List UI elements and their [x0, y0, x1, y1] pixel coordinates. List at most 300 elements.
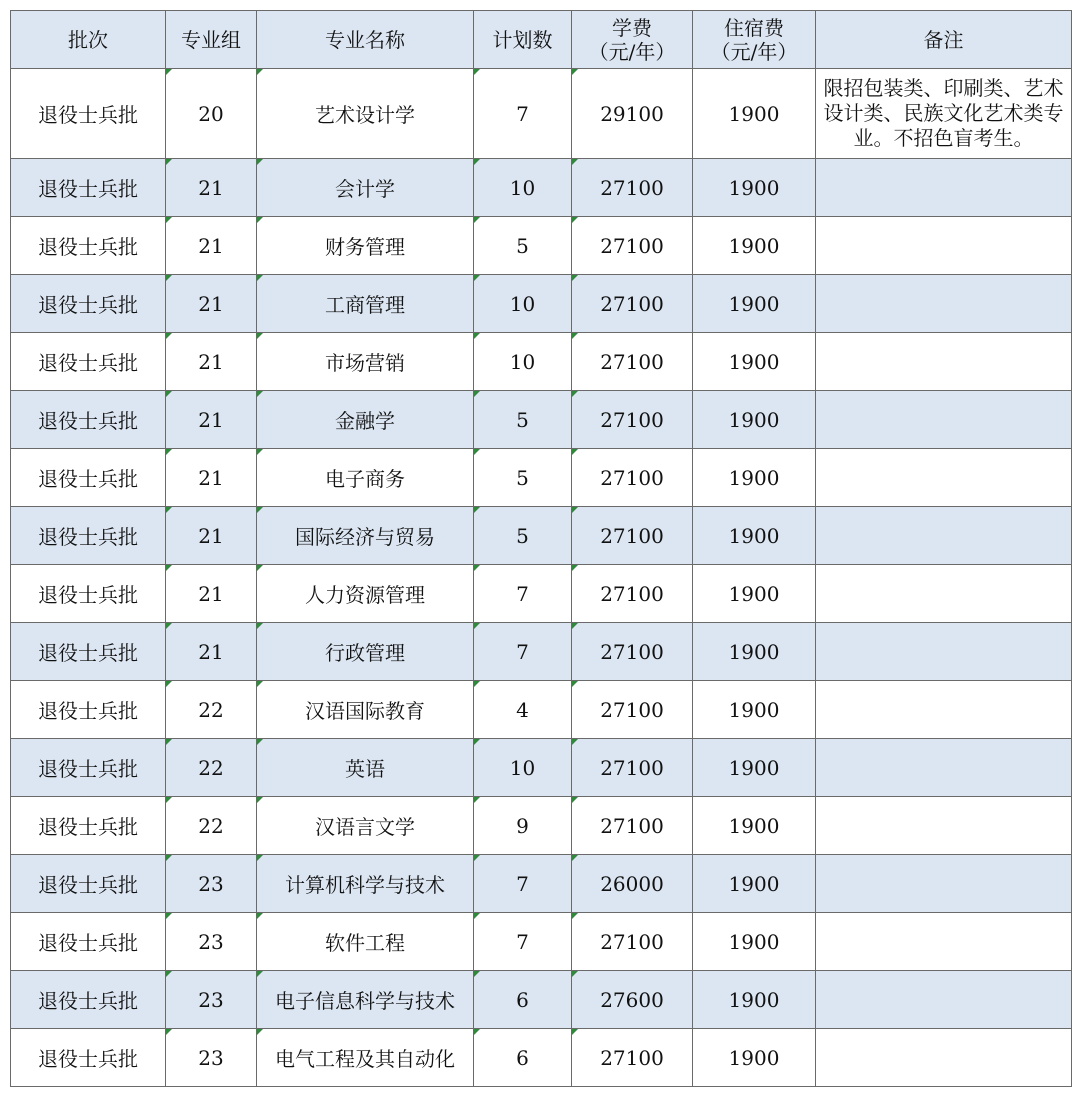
cell-major-text: 会计学 — [335, 177, 395, 201]
cell-group-text: 21 — [198, 175, 224, 200]
cell-marker-icon — [166, 333, 172, 339]
cell-batch — [11, 69, 166, 159]
cell-marker-icon — [572, 855, 578, 861]
cell-tuition — [572, 681, 693, 739]
cell-marker-icon — [257, 971, 263, 977]
cell-group-text: 22 — [198, 697, 224, 722]
cell-group-text: 21 — [198, 233, 224, 258]
cell-marker-icon — [166, 449, 172, 455]
cell-tuition — [572, 913, 693, 971]
cell-marker-icon — [474, 797, 480, 803]
cell-tuition — [572, 623, 693, 681]
cell-batch — [11, 681, 166, 739]
cell-dorm-text: 1900 — [728, 581, 780, 606]
cell-group — [166, 913, 257, 971]
cell-marker-icon — [572, 681, 578, 687]
cell-plan — [474, 159, 572, 217]
cell-batch-text: 退役士兵批 — [38, 583, 138, 607]
cell-major-text: 软件工程 — [325, 931, 405, 955]
cell-plan — [474, 69, 572, 159]
header-row — [11, 11, 1072, 69]
cell-tuition — [572, 971, 693, 1029]
cell-marker-icon — [572, 507, 578, 513]
cell-dorm — [693, 855, 816, 913]
cell-group-text: 21 — [198, 349, 224, 374]
cell-tuition — [572, 739, 693, 797]
header-note: 备注 — [816, 11, 1072, 69]
table-row — [11, 217, 1072, 275]
cell-plan — [474, 971, 572, 1029]
cell-tuition — [572, 391, 693, 449]
cell-plan — [474, 623, 572, 681]
cell-marker-icon — [572, 449, 578, 455]
cell-major — [257, 507, 474, 565]
cell-dorm — [693, 565, 816, 623]
header-group: 专业组 — [166, 11, 257, 69]
cell-marker-icon — [474, 971, 480, 977]
cell-batch — [11, 971, 166, 1029]
cell-note — [816, 855, 1072, 913]
cell-plan — [474, 449, 572, 507]
cell-group — [166, 69, 257, 159]
cell-batch — [11, 333, 166, 391]
cell-note — [816, 1029, 1072, 1087]
cell-plan — [474, 681, 572, 739]
cell-plan-text: 10 — [509, 291, 536, 316]
cell-plan — [474, 913, 572, 971]
cell-group-text: 23 — [198, 987, 224, 1012]
cell-marker-icon — [474, 69, 480, 75]
cell-tuition — [572, 159, 693, 217]
cell-marker-icon — [474, 565, 480, 571]
cell-tuition-text: 27100 — [600, 175, 664, 200]
cell-dorm — [693, 971, 816, 1029]
cell-batch-text: 退役士兵批 — [38, 815, 138, 839]
cell-plan-text: 10 — [509, 349, 536, 374]
cell-group — [166, 681, 257, 739]
cell-plan — [474, 739, 572, 797]
table-row — [11, 159, 1072, 217]
header-major: 专业名称 — [257, 11, 474, 69]
table-row — [11, 391, 1072, 449]
cell-dorm-text: 1900 — [728, 639, 780, 664]
cell-group-text: 22 — [198, 813, 224, 838]
cell-note — [816, 275, 1072, 333]
cell-batch-text: 退役士兵批 — [38, 757, 138, 781]
cell-batch — [11, 797, 166, 855]
table-row — [11, 797, 1072, 855]
cell-dorm — [693, 159, 816, 217]
cell-marker-icon — [474, 159, 480, 165]
cell-marker-icon — [572, 971, 578, 977]
cell-marker-icon — [474, 855, 480, 861]
cell-dorm — [693, 333, 816, 391]
header-batch: 批次 — [11, 11, 166, 69]
cell-marker-icon — [166, 275, 172, 281]
cell-note — [816, 681, 1072, 739]
cell-plan — [474, 797, 572, 855]
cell-group-text: 23 — [198, 871, 224, 896]
table-row — [11, 855, 1072, 913]
cell-marker-icon — [474, 391, 480, 397]
cell-dorm — [693, 681, 816, 739]
cell-marker-icon — [474, 217, 480, 223]
cell-marker-icon — [572, 797, 578, 803]
cell-major-text: 财务管理 — [325, 235, 405, 259]
cell-marker-icon — [257, 333, 263, 339]
cell-plan-text: 5 — [516, 465, 529, 490]
cell-marker-icon — [166, 797, 172, 803]
table-row — [11, 449, 1072, 507]
cell-batch — [11, 275, 166, 333]
cell-tuition-text: 27100 — [600, 581, 664, 606]
cell-plan-text: 6 — [516, 1045, 529, 1070]
cell-marker-icon — [572, 275, 578, 281]
header-dorm-label: 住宿费 — [724, 15, 784, 40]
cell-group — [166, 971, 257, 1029]
cell-tuition-text: 27100 — [600, 349, 664, 374]
cell-plan-text: 9 — [516, 813, 529, 838]
cell-batch-text: 退役士兵批 — [38, 641, 138, 665]
cell-batch-text: 退役士兵批 — [38, 699, 138, 723]
header-tuition-unit: （元/年） — [588, 39, 676, 64]
cell-tuition-text: 27100 — [600, 407, 664, 432]
cell-dorm — [693, 797, 816, 855]
cell-tuition-text: 27600 — [600, 987, 664, 1012]
cell-batch — [11, 507, 166, 565]
cell-marker-icon — [166, 159, 172, 165]
cell-note — [816, 623, 1072, 681]
cell-batch-text: 退役士兵批 — [38, 235, 138, 259]
cell-tuition — [572, 333, 693, 391]
header-dorm-unit: （元/年） — [710, 39, 798, 64]
cell-marker-icon — [572, 391, 578, 397]
cell-group-text: 21 — [198, 639, 224, 664]
cell-marker-icon — [166, 971, 172, 977]
cell-marker-icon — [166, 681, 172, 687]
cell-batch-text: 退役士兵批 — [38, 351, 138, 375]
cell-marker-icon — [257, 913, 263, 919]
cell-plan-text: 7 — [516, 929, 529, 954]
cell-tuition-text: 27100 — [600, 697, 664, 722]
table-row — [11, 913, 1072, 971]
cell-group — [166, 391, 257, 449]
cell-marker-icon — [257, 565, 263, 571]
cell-dorm-text: 1900 — [728, 987, 780, 1012]
cell-group — [166, 739, 257, 797]
cell-batch-text: 退役士兵批 — [38, 525, 138, 549]
cell-group — [166, 797, 257, 855]
cell-batch — [11, 449, 166, 507]
cell-tuition — [572, 1029, 693, 1087]
cell-dorm-text: 1900 — [728, 929, 780, 954]
cell-marker-icon — [166, 913, 172, 919]
cell-tuition-text: 27100 — [600, 929, 664, 954]
cell-plan-text: 7 — [516, 581, 529, 606]
cell-group-text: 20 — [198, 101, 224, 126]
cell-major — [257, 797, 474, 855]
cell-group-text: 21 — [198, 291, 224, 316]
cell-group — [166, 507, 257, 565]
cell-tuition-text: 27100 — [600, 465, 664, 490]
cell-marker-icon — [166, 565, 172, 571]
cell-marker-icon — [474, 449, 480, 455]
cell-marker-icon — [572, 217, 578, 223]
cell-dorm-text: 1900 — [728, 175, 780, 200]
cell-marker-icon — [572, 1029, 578, 1035]
cell-batch-text: 退役士兵批 — [38, 293, 138, 317]
cell-plan — [474, 217, 572, 275]
cell-major — [257, 623, 474, 681]
cell-major — [257, 971, 474, 1029]
cell-batch — [11, 1029, 166, 1087]
cell-batch-text: 退役士兵批 — [38, 989, 138, 1013]
cell-note — [816, 739, 1072, 797]
cell-tuition-text: 27100 — [600, 233, 664, 258]
cell-tuition-text: 27100 — [600, 755, 664, 780]
cell-dorm — [693, 623, 816, 681]
cell-marker-icon — [257, 797, 263, 803]
cell-group-text: 23 — [198, 929, 224, 954]
table-row — [11, 275, 1072, 333]
cell-group-text: 21 — [198, 465, 224, 490]
cell-tuition — [572, 275, 693, 333]
cell-plan-text: 5 — [516, 523, 529, 548]
cell-plan — [474, 507, 572, 565]
cell-marker-icon — [166, 69, 172, 75]
cell-tuition-text: 27100 — [600, 1045, 664, 1070]
cell-dorm — [693, 1029, 816, 1087]
cell-marker-icon — [474, 333, 480, 339]
header-tuition-label: 学费 — [612, 15, 652, 40]
cell-plan — [474, 565, 572, 623]
cell-tuition — [572, 565, 693, 623]
cell-marker-icon — [257, 681, 263, 687]
cell-marker-icon — [257, 69, 263, 75]
cell-batch — [11, 217, 166, 275]
cell-dorm-text: 1900 — [728, 101, 780, 126]
cell-group — [166, 333, 257, 391]
cell-plan — [474, 333, 572, 391]
cell-note — [816, 797, 1072, 855]
cell-batch — [11, 739, 166, 797]
cell-marker-icon — [257, 159, 263, 165]
cell-major-text: 电气工程及其自动化 — [275, 1047, 455, 1071]
cell-group — [166, 275, 257, 333]
cell-batch — [11, 565, 166, 623]
cell-major — [257, 333, 474, 391]
table-row — [11, 1029, 1072, 1087]
cell-dorm — [693, 275, 816, 333]
cell-note — [816, 565, 1072, 623]
cell-major-text: 电子商务 — [325, 467, 405, 491]
table-body — [11, 69, 1072, 1087]
cell-major-text: 英语 — [345, 757, 385, 781]
cell-marker-icon — [257, 217, 263, 223]
cell-major — [257, 159, 474, 217]
cell-dorm-text: 1900 — [728, 755, 780, 780]
cell-group-text: 21 — [198, 523, 224, 548]
cell-plan-text: 7 — [516, 101, 529, 126]
table-header — [11, 11, 1072, 69]
cell-tuition-text: 27100 — [600, 291, 664, 316]
cell-dorm-text: 1900 — [728, 233, 780, 258]
cell-major-text: 市场营销 — [325, 351, 405, 375]
cell-note-text: 限招包装类、印刷类、艺术设计类、民族文化艺术类专业。不招色盲考生。 — [823, 76, 1064, 150]
cell-note — [816, 69, 1072, 159]
cell-batch — [11, 623, 166, 681]
cell-tuition-text: 27100 — [600, 639, 664, 664]
cell-dorm-text: 1900 — [728, 1045, 780, 1070]
cell-major — [257, 449, 474, 507]
cell-marker-icon — [257, 507, 263, 513]
cell-plan-text: 5 — [516, 233, 529, 258]
cell-dorm — [693, 449, 816, 507]
cell-dorm — [693, 913, 816, 971]
cell-dorm-text: 1900 — [728, 291, 780, 316]
cell-note — [816, 217, 1072, 275]
cell-plan — [474, 275, 572, 333]
cell-marker-icon — [474, 681, 480, 687]
cell-marker-icon — [257, 391, 263, 397]
cell-plan-text: 7 — [516, 639, 529, 664]
cell-dorm-text: 1900 — [728, 465, 780, 490]
cell-major-text: 电子信息科学与技术 — [275, 989, 455, 1013]
cell-plan-text: 6 — [516, 987, 529, 1012]
cell-major-text: 汉语言文学 — [315, 815, 415, 839]
cell-note — [816, 913, 1072, 971]
cell-marker-icon — [572, 739, 578, 745]
cell-major-text: 国际经济与贸易 — [295, 525, 435, 549]
cell-plan-text: 5 — [516, 407, 529, 432]
cell-tuition — [572, 855, 693, 913]
cell-dorm — [693, 217, 816, 275]
cell-batch-text: 退役士兵批 — [38, 409, 138, 433]
cell-marker-icon — [474, 1029, 480, 1035]
table-row — [11, 739, 1072, 797]
header-plan: 计划数 — [474, 11, 572, 69]
cell-batch-text: 退役士兵批 — [38, 177, 138, 201]
cell-group — [166, 159, 257, 217]
cell-marker-icon — [257, 623, 263, 629]
admission-plan-table — [10, 10, 1072, 1087]
cell-major — [257, 681, 474, 739]
cell-plan — [474, 1029, 572, 1087]
cell-marker-icon — [572, 69, 578, 75]
cell-tuition — [572, 449, 693, 507]
table-row — [11, 623, 1072, 681]
table-row — [11, 507, 1072, 565]
cell-tuition-text: 29100 — [600, 101, 664, 126]
table-row — [11, 971, 1072, 1029]
cell-group-text: 23 — [198, 1045, 224, 1070]
cell-marker-icon — [572, 333, 578, 339]
cell-major-text: 人力资源管理 — [305, 583, 425, 607]
cell-batch — [11, 391, 166, 449]
cell-major-text: 工商管理 — [325, 293, 405, 317]
cell-major — [257, 855, 474, 913]
cell-major — [257, 739, 474, 797]
cell-dorm-text: 1900 — [728, 871, 780, 896]
cell-major — [257, 217, 474, 275]
cell-marker-icon — [474, 275, 480, 281]
header-dorm — [693, 11, 816, 69]
cell-marker-icon — [572, 623, 578, 629]
cell-batch — [11, 855, 166, 913]
cell-major-text: 汉语国际教育 — [305, 699, 425, 723]
cell-note — [816, 159, 1072, 217]
cell-plan-text: 10 — [509, 175, 536, 200]
cell-marker-icon — [474, 507, 480, 513]
cell-note — [816, 391, 1072, 449]
cell-major — [257, 69, 474, 159]
cell-marker-icon — [166, 623, 172, 629]
cell-tuition — [572, 507, 693, 565]
cell-marker-icon — [166, 855, 172, 861]
cell-group — [166, 1029, 257, 1087]
cell-batch-text: 退役士兵批 — [38, 1047, 138, 1071]
cell-marker-icon — [166, 217, 172, 223]
table-row — [11, 565, 1072, 623]
cell-marker-icon — [474, 623, 480, 629]
cell-note — [816, 507, 1072, 565]
cell-marker-icon — [166, 739, 172, 745]
cell-marker-icon — [257, 739, 263, 745]
cell-major — [257, 1029, 474, 1087]
cell-marker-icon — [474, 913, 480, 919]
cell-marker-icon — [474, 739, 480, 745]
cell-batch-text: 退役士兵批 — [38, 467, 138, 491]
cell-major — [257, 391, 474, 449]
cell-dorm-text: 1900 — [728, 697, 780, 722]
cell-batch-text: 退役士兵批 — [38, 931, 138, 955]
cell-tuition-text: 27100 — [600, 813, 664, 838]
cell-marker-icon — [257, 275, 263, 281]
cell-marker-icon — [166, 507, 172, 513]
cell-note — [816, 333, 1072, 391]
cell-group-text: 21 — [198, 581, 224, 606]
cell-tuition-text: 26000 — [600, 871, 664, 896]
cell-dorm-text: 1900 — [728, 813, 780, 838]
cell-group-text: 22 — [198, 755, 224, 780]
cell-major-text: 计算机科学与技术 — [285, 873, 445, 897]
header-tuition — [572, 11, 693, 69]
cell-dorm — [693, 69, 816, 159]
cell-plan-text: 7 — [516, 871, 529, 896]
table-row — [11, 69, 1072, 159]
cell-dorm — [693, 507, 816, 565]
cell-dorm — [693, 391, 816, 449]
cell-major — [257, 565, 474, 623]
cell-major-text: 行政管理 — [325, 641, 405, 665]
cell-note — [816, 971, 1072, 1029]
cell-batch — [11, 159, 166, 217]
table-row — [11, 333, 1072, 391]
cell-plan-text: 10 — [509, 755, 536, 780]
cell-major-text: 艺术设计学 — [315, 103, 415, 127]
cell-dorm — [693, 739, 816, 797]
cell-tuition — [572, 217, 693, 275]
cell-marker-icon — [257, 1029, 263, 1035]
table-row — [11, 681, 1072, 739]
cell-tuition — [572, 797, 693, 855]
cell-group — [166, 855, 257, 913]
cell-marker-icon — [166, 391, 172, 397]
cell-dorm-text: 1900 — [728, 523, 780, 548]
cell-group-text: 21 — [198, 407, 224, 432]
cell-plan-text: 4 — [516, 697, 529, 722]
cell-marker-icon — [572, 913, 578, 919]
